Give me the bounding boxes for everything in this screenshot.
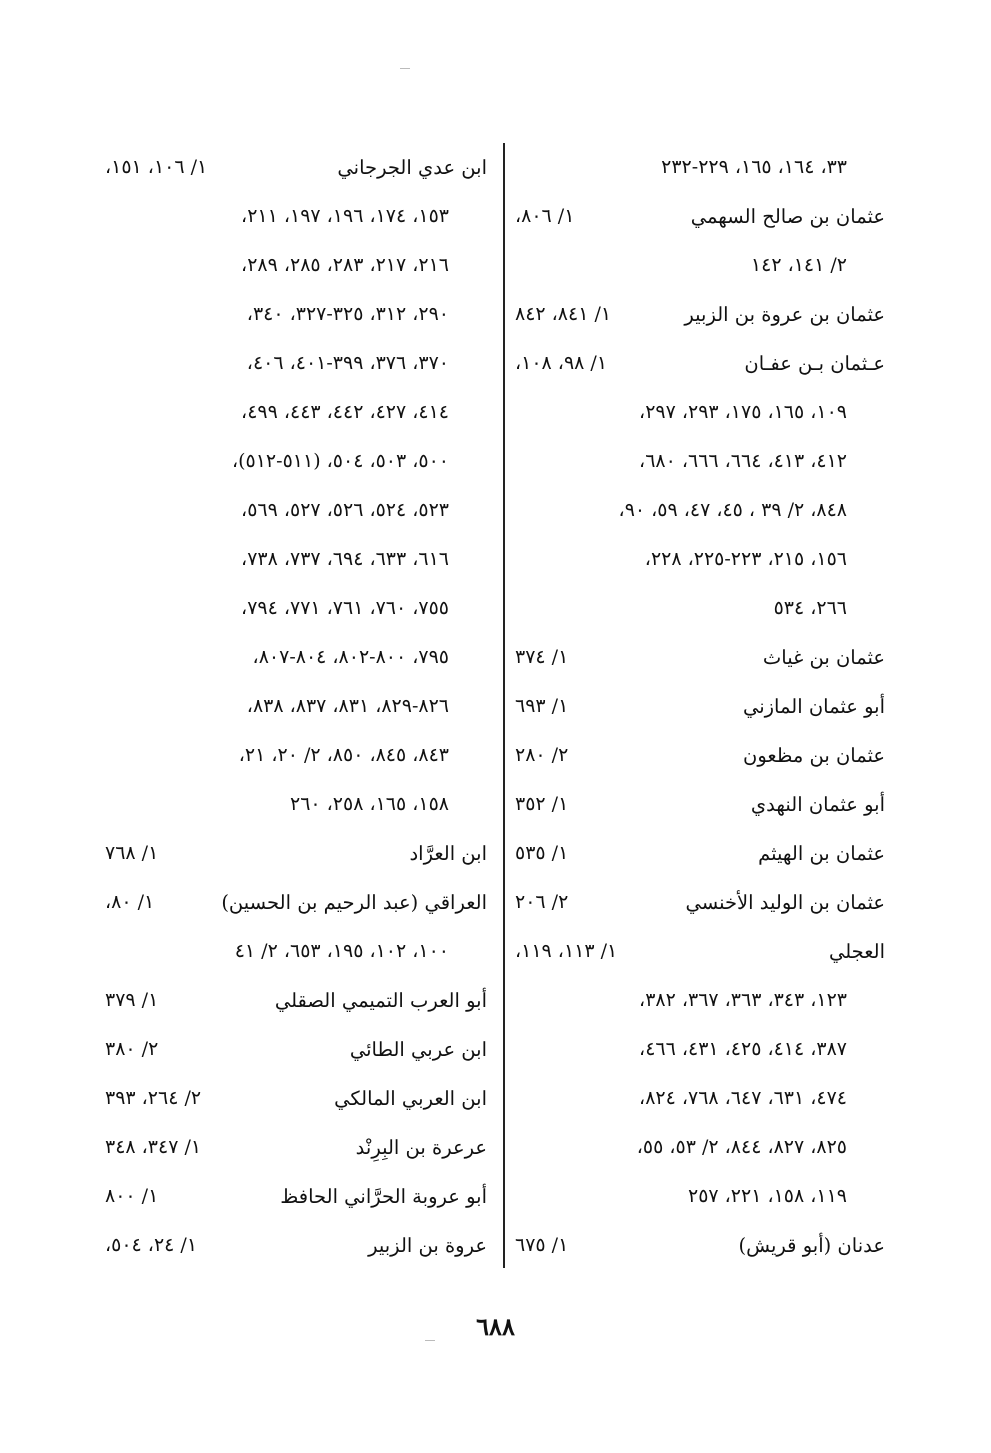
entry-refs: ١/ ٨٠، bbox=[105, 891, 155, 913]
entry-refs: ١٠٩، ١٦٥، ١٧٥، ٢٩٣، ٢٩٧، bbox=[639, 401, 847, 423]
entry-refs: ١٢٣، ٣٤٣، ٣٦٣، ٣٦٧، ٣٨٢، bbox=[639, 989, 847, 1011]
entry-refs: ٢/ ١٤١، ١٤٢ bbox=[750, 254, 847, 276]
index-entry bbox=[105, 192, 487, 241]
index-entry bbox=[105, 927, 487, 976]
index-entry bbox=[105, 1172, 487, 1221]
entry-refs: ١/ ٣٤٧، ٣٤٨ bbox=[105, 1136, 202, 1158]
entry-name: أبو عثمان النهدي bbox=[750, 793, 885, 816]
entry-refs: ٣٧٠، ٣٧٦، ٣٩٩-٤٠١، ٤٠٦، bbox=[246, 352, 449, 374]
right-index-column bbox=[515, 143, 885, 1270]
entry-refs: ٢١٦، ٢١٧، ٢٨٣، ٢٨٥، ٢٨٩، bbox=[241, 254, 449, 276]
entry-refs: ٧٩٥، ٨٠٠-٨٠٢، ٨٠٤-٨٠٧، bbox=[252, 646, 449, 668]
index-entry bbox=[515, 731, 885, 780]
index-entry bbox=[515, 780, 885, 829]
index-entry bbox=[105, 1123, 487, 1172]
index-entry bbox=[515, 1221, 885, 1270]
index-entry bbox=[105, 682, 487, 731]
entry-refs: ١٥٨، ١٦٥، ٢٥٨، ٢٦٠ bbox=[289, 793, 449, 815]
index-entry bbox=[515, 1172, 885, 1221]
index-entry bbox=[105, 1221, 487, 1270]
index-entry bbox=[105, 437, 487, 486]
index-entry bbox=[515, 976, 885, 1025]
index-entry bbox=[515, 584, 885, 633]
entry-refs: ١/ ٥٣٥ bbox=[515, 842, 569, 864]
entry-refs: ١/ ٣٥٢ bbox=[515, 793, 569, 815]
index-entry bbox=[515, 241, 885, 290]
index-entry bbox=[105, 241, 487, 290]
entry-name: أبو عروبة الحرَّاني الحافظ bbox=[280, 1185, 487, 1208]
index-entry bbox=[105, 731, 487, 780]
entry-refs: ١١٩، ١٥٨، ٢٢١، ٢٥٧ bbox=[687, 1185, 847, 1207]
entry-name: عثمان بن صالح السهمي bbox=[690, 205, 885, 228]
index-entry bbox=[105, 829, 487, 878]
index-entry bbox=[515, 486, 885, 535]
entry-name: عثمان بن غياث bbox=[762, 646, 885, 669]
entry-refs: ٤١٢، ٤١٣، ٦٦٤، ٦٦٦، ٦٨٠، bbox=[639, 450, 847, 472]
index-entry bbox=[105, 388, 487, 437]
entry-refs: ٢/ ٢٦٤، ٣٩٣ bbox=[105, 1087, 202, 1109]
entry-refs: ١/ ٢٤، ٥٠٤، bbox=[105, 1234, 198, 1256]
entry-refs: ٢٩٠، ٣١٢، ٣٢٥-٣٢٧، ٣٤٠، bbox=[246, 303, 449, 325]
entry-name: عثمان بن مظعون bbox=[743, 744, 885, 767]
entry-refs: ١/ ٨٠٦، bbox=[515, 205, 575, 227]
index-entry bbox=[515, 388, 885, 437]
entry-name: العراقي (عبد الرحيم بن الحسين) bbox=[221, 891, 487, 914]
entry-refs: ٢٦٦، ٥٣٤ bbox=[773, 597, 847, 619]
entry-refs: ١٥٣، ١٧٤، ١٩٦، ١٩٧، ٢١١، bbox=[241, 205, 449, 227]
index-entry bbox=[515, 927, 885, 976]
entry-refs: ٢/ ٢٠٦ bbox=[515, 891, 569, 913]
entry-refs: ٤١٤، ٤٢٧، ٤٤٢، ٤٤٣، ٤٩٩، bbox=[241, 401, 449, 423]
index-entry bbox=[515, 878, 885, 927]
entry-refs: ١٠٠، ١٠٢، ١٩٥، ٦٥٣، ٢/ ٤١ bbox=[234, 940, 449, 962]
entry-refs: ١٥٦، ٢١٥، ٢٢٣-٢٢٥، ٢٢٨، bbox=[644, 548, 847, 570]
index-entry bbox=[515, 829, 885, 878]
index-entry bbox=[105, 1025, 487, 1074]
entry-name: عثمان بن عروة بن الزبير bbox=[684, 303, 885, 326]
index-entry bbox=[105, 535, 487, 584]
entry-refs: ١/ ٨٤١، ٨٤٢ bbox=[515, 303, 612, 325]
index-entry bbox=[515, 682, 885, 731]
entry-refs: ١/ ٧٦٨ bbox=[105, 842, 159, 864]
entry-refs: ٢/ ٢٨٠ bbox=[515, 744, 569, 766]
index-entry bbox=[515, 290, 885, 339]
entry-name: عرعرة بن البِرِنْد bbox=[355, 1136, 487, 1159]
entry-refs: ٤٧٤، ٦٣١، ٦٤٧، ٧٦٨، ٨٢٤، bbox=[639, 1087, 847, 1109]
entry-name: عـثمان بـن عفـان bbox=[744, 352, 885, 375]
entry-refs: ٨٤٣، ٨٤٥، ٨٥٠، ٢/ ٢٠، ٢١، bbox=[238, 744, 449, 766]
entry-refs: ١/ ٣٧٤ bbox=[515, 646, 569, 668]
entry-name: عثمان بن الوليد الأخنسي bbox=[685, 891, 885, 914]
index-entry bbox=[515, 192, 885, 241]
page-number: ٦٨٨ bbox=[476, 1312, 515, 1341]
index-entry bbox=[515, 535, 885, 584]
entry-refs: ٣٨٧، ٤١٤، ٤٢٥، ٤٣١، ٤٦٦، bbox=[639, 1038, 847, 1060]
entry-name: أبو عثمان المازني bbox=[742, 695, 885, 718]
entry-refs: ٨٤٨، ٢/ ٣٩ ، ٤٥، ٤٧، ٥٩، ٩٠، bbox=[618, 499, 847, 521]
entry-refs: ١/ ٨٠٠ bbox=[105, 1185, 159, 1207]
entry-refs: ١/ ١٠٦، ١٥١، bbox=[105, 156, 208, 178]
entry-refs: ٦١٦، ٦٣٣، ٦٩٤، ٧٣٧، ٧٣٨، bbox=[241, 548, 449, 570]
index-entry bbox=[515, 143, 885, 192]
entry-refs: ٨٢٦-٨٢٩، ٨٣١، ٨٣٧، ٨٣٨، bbox=[246, 695, 449, 717]
index-entry bbox=[105, 486, 487, 535]
index-entry bbox=[515, 437, 885, 486]
index-entry bbox=[515, 1074, 885, 1123]
entry-refs: ٢/ ٣٨٠ bbox=[105, 1038, 159, 1060]
entry-refs: ٣٣، ١٦٤، ١٦٥، ٢٢٩-٢٣٢ bbox=[661, 156, 847, 178]
index-entry bbox=[105, 143, 487, 192]
entry-refs: ١/ ٦٧٥ bbox=[515, 1234, 569, 1256]
index-entry bbox=[515, 1123, 885, 1172]
entry-name: ابن العربي المالكي bbox=[334, 1087, 487, 1110]
entry-name: عروة بن الزبير bbox=[368, 1234, 487, 1257]
index-entry bbox=[105, 1074, 487, 1123]
entry-name: ابن عربي الطائي bbox=[349, 1038, 487, 1061]
scan-mark bbox=[400, 68, 410, 69]
entry-refs: ٥٠٠، ٥٠٣، ٥٠٤، (٥١١-٥١٢)، bbox=[231, 450, 449, 472]
entry-refs: ٥٢٣، ٥٢٤، ٥٢٦، ٥٢٧، ٥٦٩، bbox=[241, 499, 449, 521]
index-entry bbox=[105, 878, 487, 927]
entry-name: ابن عدي الجرجاني bbox=[337, 156, 487, 179]
entry-refs: ٧٥٥، ٧٦٠، ٧٦١، ٧٧١، ٧٩٤، bbox=[241, 597, 449, 619]
entry-name: ابن العرَّاد bbox=[409, 842, 487, 865]
scan-mark bbox=[425, 1340, 435, 1341]
entry-refs: ١/ ٦٩٣ bbox=[515, 695, 569, 717]
entry-name: عثمان بن الهيثم bbox=[758, 842, 885, 865]
index-entry bbox=[105, 780, 487, 829]
index-entry bbox=[105, 290, 487, 339]
index-entry bbox=[515, 633, 885, 682]
index-entry bbox=[515, 1025, 885, 1074]
entry-refs: ١/ ٩٨، ١٠٨، bbox=[515, 352, 608, 374]
entry-name: العجلي bbox=[828, 940, 885, 963]
index-entry bbox=[105, 976, 487, 1025]
entry-name: عدنان (أبو قريش) bbox=[738, 1234, 885, 1257]
entry-refs: ١/ ١١٣، ١١٩، bbox=[515, 940, 618, 962]
entry-refs: ١/ ٣٧٩ bbox=[105, 989, 159, 1011]
column-divider bbox=[503, 143, 505, 1268]
index-entry bbox=[105, 633, 487, 682]
index-entry bbox=[105, 584, 487, 633]
left-index-column bbox=[105, 143, 487, 1270]
index-entry bbox=[105, 339, 487, 388]
index-entry bbox=[515, 339, 885, 388]
entry-name: أبو العرب التميمي الصقلي bbox=[274, 989, 487, 1012]
entry-refs: ٨٢٥، ٨٢٧، ٨٤٤، ٢/ ٥٣، ٥٥، bbox=[636, 1136, 847, 1158]
